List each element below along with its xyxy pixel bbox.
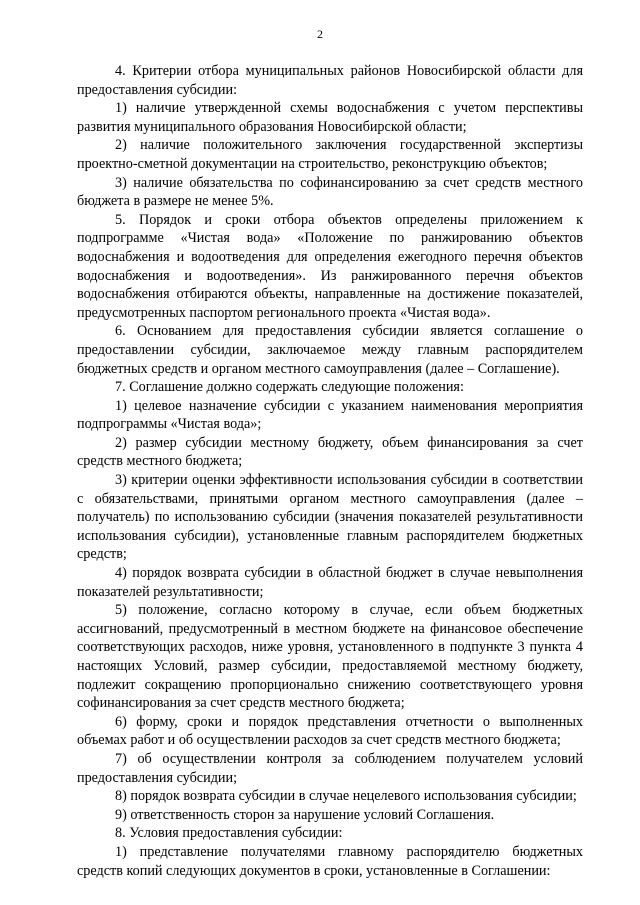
paragraph-7-9: 9) ответственность сторон за нарушение условий Соглашения. <box>115 806 495 823</box>
paragraph-7-6: 6) форму, сроки и порядок представления отчетности о выполненных объемах работ и об осуществлении расходов за счет средств местного бюджета; <box>77 713 583 749</box>
page-number: 2 <box>317 27 323 41</box>
paragraph-7-4: 4) порядок возврата субсидии в областной бюджет в случае невыполнения показателей результативности; <box>77 565 583 600</box>
paragraph-8: 8. Условия предоставления субсидии: <box>115 825 343 842</box>
paragraph-7-5: 5) положение, согласно которому в случае, если объем бюджетных ассигнований, предусмотренный в местном бюджете на финансовое обеспечение соответствующих расходов, ниже уровня, установленного в подпункте 3 пункта 4 настоящих Условий, размер субсидии, предоставляемой местному бюджету, подлежит сокращению пропорционально снижению соответствующего уровня софинансирования за счет средств местного бюджета; <box>77 602 583 712</box>
paragraph-7-3: 3) критерии оценки эффективности использования субсидии в соответствии с обязательствами, принятыми органом местного самоуправления (далее – получатель) по использованию субсидии (значения показателей результативности использования субсидии), установленные главным распорядителем бюджетных средств; <box>77 472 583 563</box>
paragraph-7-2: 2) размер субсидии местному бюджету, объем финансирования за счет средств местного бюджета; <box>77 434 583 470</box>
paragraph-7-8: 8) порядок возврата субсидии в случае нецелевого использования субсидии; <box>115 788 577 805</box>
document-body <box>77 62 583 880</box>
paragraph-7-1: 1) целевое назначение субсидии с указанием наименования мероприятия подпрограммы «Чистая вода»; <box>77 397 583 433</box>
paragraph-8-1: 1) представление получателями главному распорядителю бюджетных средств копий следующих документов в сроки, установленные в Соглашении: <box>77 843 583 879</box>
paragraph-4: 4. Критерии отбора муниципальных районов Новосибирской области для предоставления субсидии: <box>77 63 583 98</box>
paragraph-4-1: 1) наличие утвержденной схемы водоснабжения с учетом перспективы развития муниципального образования Новосибирской области; <box>77 100 583 135</box>
paragraph-4-2: 2) наличие положительного заключения государственной экспертизы проектно-сметной документации на строительство, реконструкцию объектов; <box>77 137 583 172</box>
paragraph-7: 7. Соглашение должно содержать следующие положения: <box>115 379 464 396</box>
paragraph-4-3: 3) наличие обязательства по софинансированию за счет средств местного бюджета в размере не менее 5%. <box>77 174 583 210</box>
paragraph-6: 6. Основанием для предоставления субсидии является соглашение о предоставлении субсидии, заключаемое между главным распорядителем бюджетных средств и органом местного самоуправления (далее – Соглашение). <box>77 323 583 377</box>
paragraph-5: 5. Порядок и сроки отбора объектов определены приложением к подпрограмме «Чистая вода» «Положение по ранжированию объектов водоснабжения и водоотведения для определения ежегодного перечня объектов водоснабжения и водоотведения». Из ранжированного перечня объектов водоснабжения отбираются объекты, направленные на достижение показателей, предусмотренных паспортом регионального проекта «Чистая вода». <box>77 211 583 321</box>
paragraph-7-7: 7) об осуществлении контроля за соблюдением получателем условий предоставления субсидии; <box>77 750 583 786</box>
